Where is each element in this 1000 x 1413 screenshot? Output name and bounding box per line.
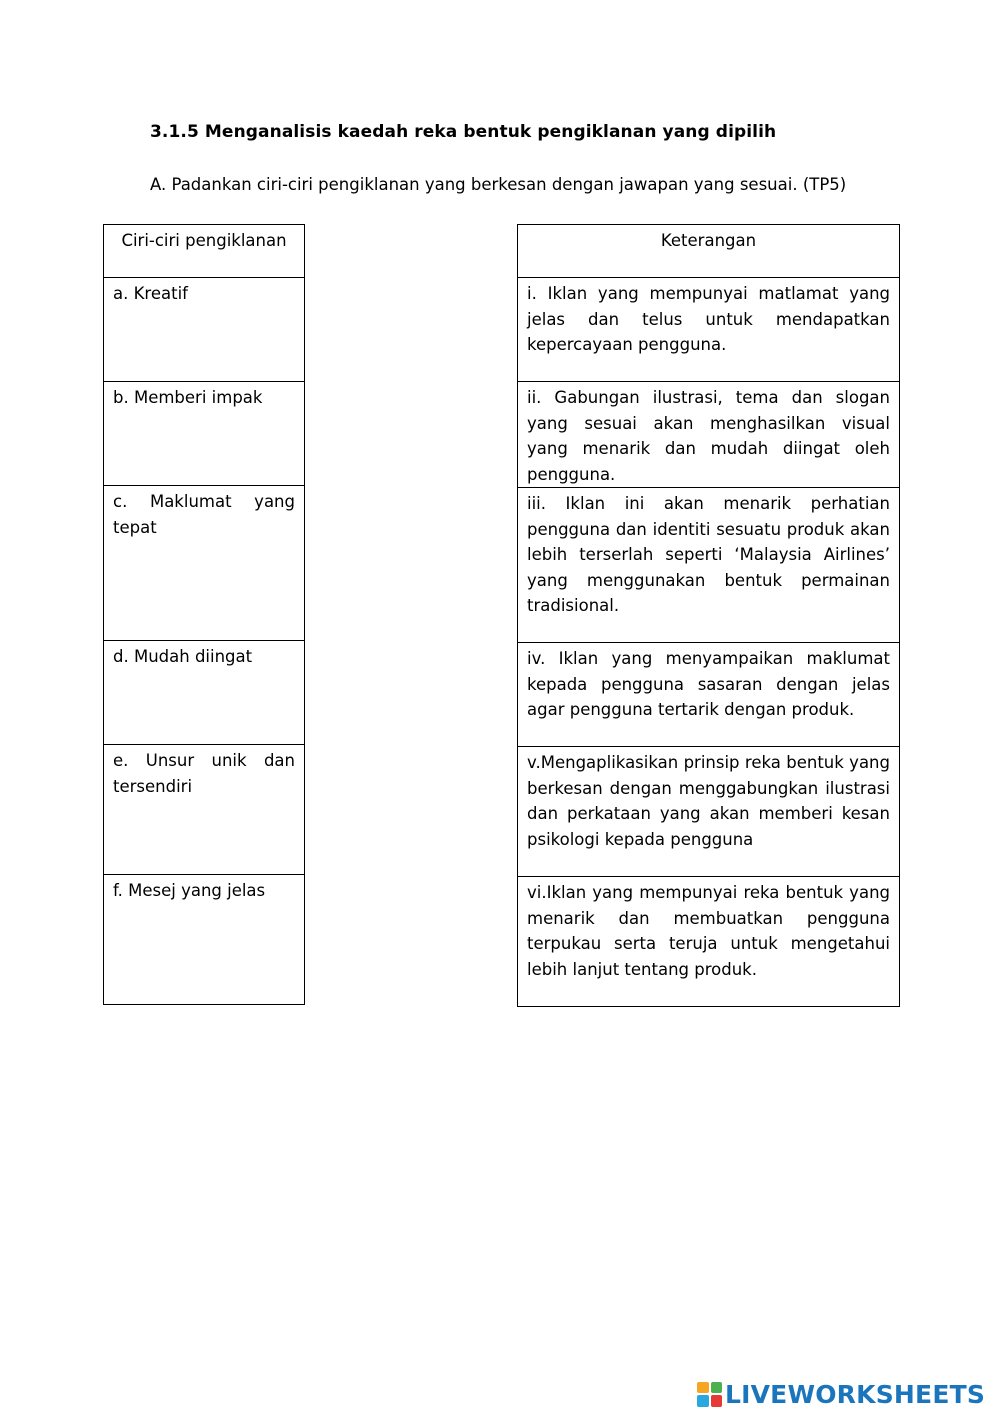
characteristic-item[interactable]: f. Mesej yang jelas <box>104 875 305 1005</box>
description-item[interactable]: iii. Iklan ini akan menarik perhatian pengguna dan identiti sesuatu produk akan lebih terserlah seperti ‘Malaysia Airlines’ yang menggunakan bentuk permainan tradisional. <box>518 488 900 643</box>
characteristic-item[interactable]: d. Mudah diingat <box>104 641 305 745</box>
description-item[interactable]: iv. Iklan yang menyampaikan maklumat kepada pengguna sasaran dengan jelas agar pengguna tertarik dengan produk. <box>518 643 900 747</box>
description-item[interactable]: i. Iklan yang mempunyai matlamat yang jelas dan telus untuk mendapatkan kepercayaan pengguna. <box>518 278 900 382</box>
characteristic-item[interactable]: c. Maklumat yang tepat <box>104 486 305 641</box>
description-item[interactable]: vi.Iklan yang mempunyai reka bentuk yang menarik dan membuatkan pengguna terpukau serta teruja untuk mengetahui lebih lanjut tentang produk. <box>518 877 900 1007</box>
description-table <box>517 224 900 1007</box>
liveworksheets-logo <box>697 1378 985 1410</box>
logo-text: LIVEWORKSHEETS <box>725 1379 986 1409</box>
liveworksheets-logo-icon <box>697 1382 722 1407</box>
description-header: Keterangan <box>518 225 900 278</box>
characteristic-item[interactable]: a. Kreatif <box>104 278 305 382</box>
characteristic-item[interactable]: b. Memberi impak <box>104 382 305 486</box>
description-item[interactable]: ii. Gabungan ilustrasi, tema dan slogan yang sesuai akan menghasilkan visual yang menarik dan mudah diingat oleh pengguna. <box>518 382 900 488</box>
characteristics-table <box>103 224 305 1005</box>
characteristics-header: Ciri-ciri pengiklanan <box>104 225 305 278</box>
instruction-text: A. Padankan ciri-ciri pengiklanan yang berkesan dengan jawapan yang sesuai. (TP5) <box>150 175 847 194</box>
characteristic-item[interactable]: e. Unsur unik dan tersendiri <box>104 745 305 875</box>
description-item[interactable]: v.Mengaplikasikan prinsip reka bentuk yang berkesan dengan menggabungkan ilustrasi dan perkataan yang akan memberi kesan psikologi kepada pengguna <box>518 747 900 877</box>
section-heading: 3.1.5 Menganalisis kaedah reka bentuk pengiklanan yang dipilih <box>150 122 777 142</box>
